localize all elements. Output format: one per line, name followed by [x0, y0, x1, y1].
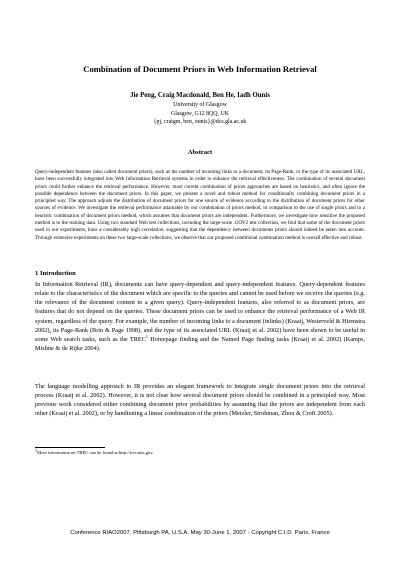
page-footer: Conference RIAO2007, Pittsburgh PA, U.S.A. May 30-June 1, 2007 - Copyright C.I.D. Paris, France [70, 530, 330, 536]
introduction-paragraph-1 [35, 280, 365, 353]
paper-authors: Jie Peng, Craig Macdonald, Ben He, Iadh Ounis [130, 92, 270, 99]
paper-title: Combination of Document Priors in Web Information Retrieval [83, 64, 317, 74]
footnote [35, 447, 365, 455]
abstract-heading: Abstract [187, 149, 213, 156]
introduction-paragraph-2: The language modelling approach to IR provides an elegant framework to integrate single document priors into the retrieval process (Kraaij et al. 2002). However, it is not clear how several document priors should be combined in a principled way. Most previous work considered either combining document prior probabilities by assuming that the priors are independent from each other (Kraaij et al. 2002), or by handtuning a linear combination of the priors (Metzler, Strohman, Zhou & Croft 2005). [35, 383, 365, 418]
footnote-number: 1 [35, 447, 37, 453]
footnote-marker: 1 [145, 333, 148, 339]
affiliation-line: Glasgow, G12 8QQ, UK [170, 110, 230, 117]
footnote-text: More information on TREC can be found at:http://trec.nist.gov. [37, 450, 154, 455]
affiliation-line: University of Glasgow [173, 102, 227, 108]
section-heading-introduction: 1 Introduction [35, 270, 76, 277]
abstract-text: Query-independent features (also called document priors), such as the number of incoming links to a document, its Page-Rank, or the type of its associated URL, have been successfully integrated into Web Information Retrieval systems in order to enhance the retrieval effectiveness. The combination of several document priors could further enhance the retrieval performance. However, most current combination of priors approaches are based on heuristics, and often ignore the possible dependence between the document priors. In this paper, we present a novel and robust method for conditionally combining document priors in a principled way. The approach adjusts the distribution of document priors for one source of evidence according to the distribution of document priors for other sources of evidence. We investigate the retrieval performance attainable by our combination of priors method, in comparison to the use of single priors and to a heuristic combination of document priors method, which assumes that document priors are independent. Furthermore, we investigate how sensitive the proposed method is to the training data. Using two standard Web test collections, including the large-scale .GOV2 test collection, we find that some of the document priors used in our experiments, have a considerably high correlation, suggesting that the dependency between documents priors should indeed be taken into account. Through extensive experiments on these two large-scale collections, we observe that our proposed conditional combination method is overall effective and robust. [35, 169, 365, 241]
paragraph-text: In Information Retrieval (IR), documents can have query-dependent and query-independent features. Query-dependent features relate to the characteristics of the document which are specific to the queries and cannot be used before we receive the queries (e.g. the relevance of the document content to a given query). Query-independent features, also referred to as document priors, are features that do not depend on the queries. These document priors can be used to enhance the retrieval performance of a Web IR system, regardless of the query. For example, the number of incoming links to a document (inlinks) (Kraaij, Westerveld & Hiemstra 2002), its Page-Rank (Brin & Page 1998), and the type of its associated URL (Kraaij et al. 2002) have been shown to be useful in some Web search tasks, such as the TREC [35, 281, 365, 343]
author-affiliation [20, 101, 380, 127]
affiliation-email: {pj, craigm, ben, ounis}@dcs.gla.ac.uk [153, 119, 247, 126]
paragraph-text: Homepage finding and the Named Page finding tasks (Kraaij et al. 2002) (Kamps, Mishne & de Rijke 2004). [35, 335, 366, 353]
footnote-divider [35, 447, 105, 448]
